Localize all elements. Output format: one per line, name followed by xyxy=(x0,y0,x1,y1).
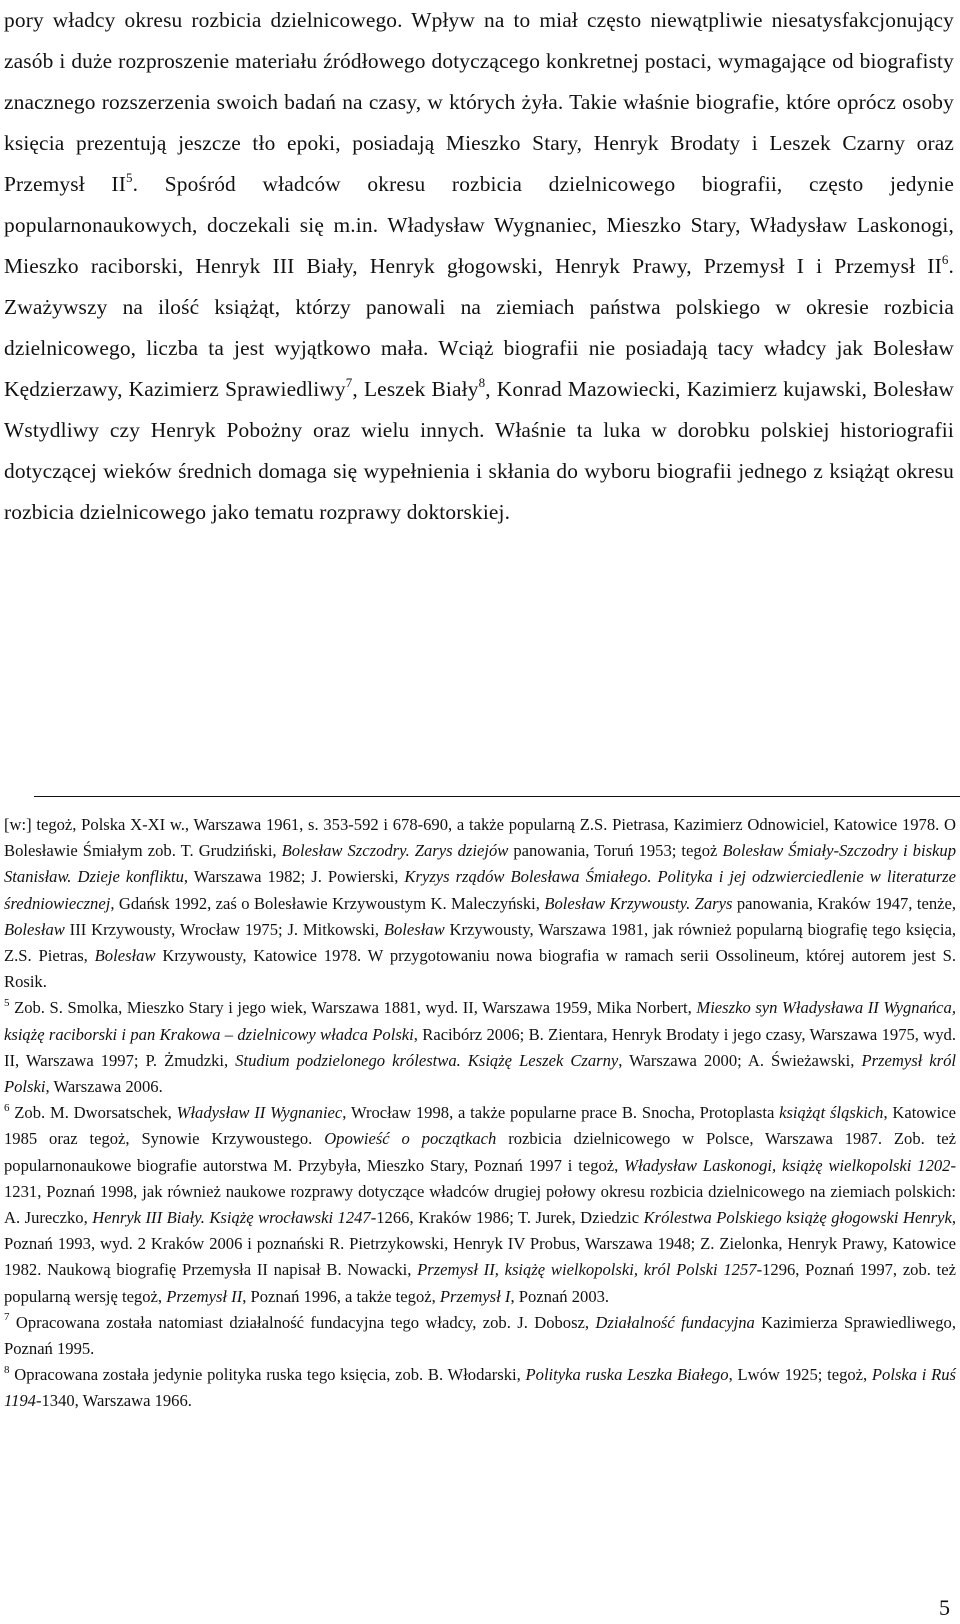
fn-text: Krzywousty, Katowice 1978. W przygotowaniu nowa biografia w ramach serii Ossolineum, której autorem jest S. Rosik. xyxy=(4,946,956,992)
fn-italic: Henryk III Biały. Książę wrocławski 1247 xyxy=(92,1208,371,1228)
footnote-ref-8[interactable]: 8 xyxy=(478,374,486,390)
fn-text: -1340, Warszawa 1966. xyxy=(35,1391,192,1411)
fn-text: , Katowice 1985 oraz tegoż, Synowie Krzywoustego. xyxy=(4,1103,956,1149)
fn-italic: Przemysł II xyxy=(166,1286,243,1306)
fn-text: panowania, Kraków 1947, tenże, xyxy=(732,893,956,913)
fn-text: Zob. M. Dworsatschek, xyxy=(9,1103,177,1123)
footnote-number: 8 xyxy=(4,1363,10,1376)
fn-italic: Działalność fundacyjna xyxy=(595,1312,755,1332)
fn-text: , Warszawa 1982; J. Powierski, xyxy=(183,867,405,887)
fn-text: -1296, Poznań 1997, zob. też popularną wersję tegoż, xyxy=(4,1260,956,1306)
fn-italic: Królestwa Polskiego książę głogowski Henryk xyxy=(643,1208,952,1228)
fn-text: , Warszawa 2006. xyxy=(45,1077,163,1097)
footnote-ref-7[interactable]: 7 xyxy=(345,374,353,390)
footnote-ref-5[interactable]: 5 xyxy=(125,169,133,185)
body-text-part: pory władcy okresu rozbicia dzielnicowego. Wpływ na to miał często niewątpliwie niesatysfakcjonujący zasób i duże rozproszenie materiału źródłowego dotyczącego konkretnej postaci, wymagające od biografisty znacznego rozszerzenia swoich badań na czasy, w których żyła. Takie właśnie biografie, które oprócz osoby księcia prezentują jeszcze tło epoki, posiadają Mieszko Stary, Henryk Brodaty i Leszek Czarny oraz Przemysł II xyxy=(4,8,954,196)
fn-italic: Polityka ruska Leszka Białego xyxy=(525,1365,729,1385)
footnote-5 xyxy=(4,995,956,1100)
fn-text: Zob. S. Smolka, Mieszko Stary i jego wiek, Warszawa 1881, wyd. II, Warszawa 1959, Mika Norbert, xyxy=(9,998,697,1018)
fn-italic: Bolesław Śmiały-Szczodry i biskup Stanisław. Dzieje konfliktu xyxy=(4,841,957,887)
fn-italic: Studium podzielonego królestwa. Książę Leszek Czarny xyxy=(235,1050,619,1070)
page-number: 5 xyxy=(939,1595,950,1620)
fn-italic: książąt śląskich xyxy=(779,1103,884,1123)
fn-italic: Władysław Laskonogi, książę wielkopolski 1202 xyxy=(624,1155,951,1175)
footnote-8 xyxy=(4,1362,956,1414)
fn-text: Opracowana została natomiast działalność fundacyjna tego władcy, zob. J. Dobosz, xyxy=(9,1312,596,1332)
fn-text: III Krzywousty, Wrocław 1975; J. Mitkowski, xyxy=(64,919,384,939)
fn-text: -1266, Kraków 1986; T. Jurek, Dziedzic xyxy=(370,1208,644,1228)
fn-text: , Poznań 1993, wyd. 2 Kraków 2006 i poznański R. Pietrzykowski, Henryk IV Probus, Warszawa 1948; Z. Zielonka, Henryk Prawy, Katowice 1982. Naukową biografię Przemysła II napisał B. Nowacki, xyxy=(4,1208,957,1280)
fn-text: , Poznań 1996, a także tegoż, xyxy=(242,1286,440,1306)
fn-text: , Warszawa 2000; A. Świeżawski, xyxy=(618,1050,862,1070)
footnote-6 xyxy=(4,1100,956,1310)
fn-text: panowania, Toruń 1953; tegoż xyxy=(508,841,723,861)
fn-text: rozbicia dzielnicowego w Polsce, Warszawa 1987. Zob. też popularnonaukowe biografie autorstwa M. Przybyła, Mieszko Stary, Poznań 1997 i tegoż, xyxy=(4,1129,956,1175)
fn-text: , Poznań 2003. xyxy=(510,1286,610,1306)
fn-italic: Bolesław Szczodry. Zarys dziejów xyxy=(281,841,509,861)
footnote-number: 5 xyxy=(4,996,10,1009)
fn-text: , Racibórz 2006; B. Zientara, Henryk Brodaty i jego czasy, Warszawa 1975, wyd. II, Warszawa 1997; P. Żmudzki, xyxy=(4,1024,957,1070)
footnote-7 xyxy=(4,1310,956,1362)
fn-italic: Bolesław xyxy=(4,919,65,939)
footnote-number: 7 xyxy=(4,1311,10,1324)
fn-italic: Mieszko syn Władysława II Wygnańca, książę raciborski i pan Krakowa – dzielnicowy władca Polski xyxy=(4,998,956,1044)
footnote-number: 6 xyxy=(4,1101,10,1114)
body-paragraph xyxy=(4,0,954,533)
main-text xyxy=(4,0,954,533)
fn-italic: Bolesław Krzywousty. Zarys xyxy=(544,893,733,913)
fn-text: Opracowana została jedynie polityka ruska tego księcia, zob. B. Włodarski, xyxy=(9,1365,526,1385)
fn-italic: Opowieść o początkach xyxy=(324,1129,497,1149)
fn-italic: Przemysł król Polski xyxy=(4,1050,957,1097)
body-text-part: , Konrad Mazowiecki, Kazimierz kujawski, Bolesław Wstydliwy czy Henryk Pobożny oraz wielu innych. Właśnie ta luka w dorobku polskiej historiografii dotyczącej wieków średnich domaga się wypełnienia i skłania do wyboru biografii jednego z książąt okresu rozbicia dzielnicowego jako tematu rozprawy doktorskiej. xyxy=(4,377,954,524)
body-text-part: , Leszek Biały xyxy=(352,377,479,401)
footnote-separator xyxy=(34,796,960,797)
fn-text: Kazimierza Sprawiedliwego, Poznań 1995. xyxy=(4,1312,956,1359)
footnote-ref-6[interactable]: 6 xyxy=(941,251,949,267)
footnote-continuation xyxy=(4,812,956,995)
footnotes xyxy=(4,812,956,1415)
fn-italic: Przemysł II, książę wielkopolski, król Polski 1257 xyxy=(417,1260,757,1280)
fn-text: , Gdańsk 1992, zaś o Bolesławie Krzywoustym K. Maleczyński, xyxy=(110,893,545,913)
fn-italic: Kryzys rządów Bolesława Śmiałego. Polityka i jej odzwierciedlenie w literaturze średniowiecznej xyxy=(4,867,956,913)
fn-text: Krzywousty, Warszawa 1981, jak również popularną biografię tego księcia, Z.S. Pietras, xyxy=(4,919,956,966)
fn-italic: Bolesław xyxy=(383,919,445,939)
fn-text: , Lwów 1925; tegoż, xyxy=(728,1365,872,1385)
body-text-part: . Spośród władców okresu rozbicia dzielnicowego biografii, często jedynie popularnonaukowych, doczekali się m.in. Władysław Wygnaniec, Mieszko Stary, Władysław Laskonogi, Mieszko raciborski, Henryk III Biały, Henryk głogowski, Henryk Prawy, Przemysł I i Przemysł II xyxy=(4,172,954,278)
fn-text: [w:] tegoż, Polska X-XI w., Warszawa 1961, s. 353-592 i 678-690, a także popularną Z.S. Pietrasa, Kazimierz Odnowiciel, Katowice 1978. O Bolesławie Śmiałym zob. T. Grudziński, xyxy=(4,815,956,861)
fn-text: -1231, Poznań 1998, jak również naukowe rozprawy dotyczące władców drugiej połowy okresu rozbicia dzielnicowego na ziemiach polskich: A. Jureczko, xyxy=(4,1155,956,1228)
fn-italic: Przemysł I xyxy=(439,1286,511,1306)
fn-italic: Polska i Ruś 1194 xyxy=(4,1365,956,1411)
fn-italic: Władysław II Wygnaniec xyxy=(176,1103,343,1123)
fn-italic: Bolesław xyxy=(94,946,156,966)
body-text-part: . Zważywszy na ilość książąt, którzy panowali na ziemiach państwa polskiego w okresie rozbicia dzielnicowego, liczba ta jest wyjątkowo mała. Wciąż biografii nie posiadają tacy władcy jak Bolesław Kędzierzawy, Kazimierz Sprawiedliwy xyxy=(4,254,954,401)
fn-text: , Wrocław 1998, a także popularne prace B. Snocha, Protoplasta xyxy=(342,1103,780,1123)
document-page xyxy=(4,0,956,1624)
